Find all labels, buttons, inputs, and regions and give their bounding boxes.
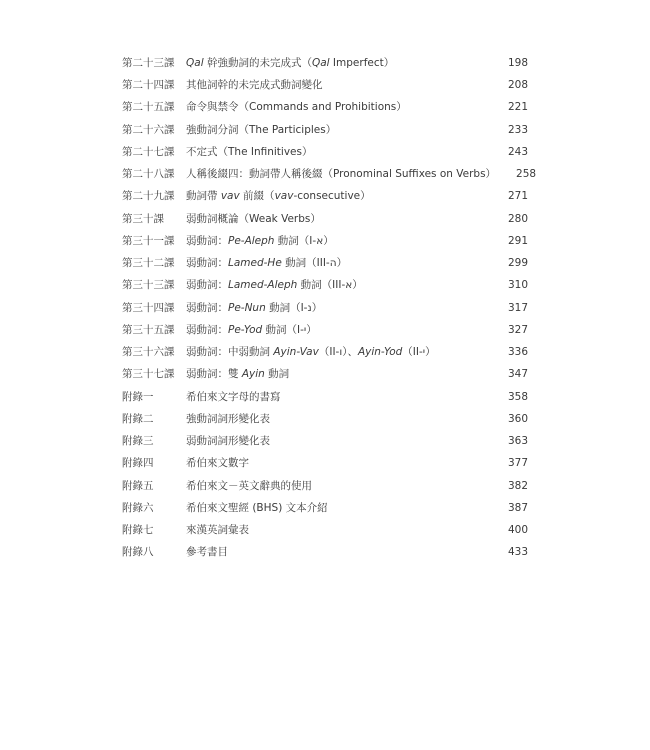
toc-entry-title	[186, 80, 488, 91]
toc-entry-title	[186, 147, 488, 158]
toc-entry-page: 363	[507, 435, 528, 448]
toc-entry-label: 第二十八課	[122, 168, 175, 181]
toc-title-segment: -consecutive）	[293, 190, 371, 203]
toc-title-segment: 動詞（I-נ）	[265, 301, 323, 314]
toc-entry	[122, 497, 528, 519]
toc-title-segment: 弱動詞：	[186, 301, 228, 314]
toc-entry-page: 387	[507, 501, 528, 514]
toc-entry-label: 第三十三課	[122, 279, 175, 292]
toc-entry-page: 208	[507, 79, 528, 92]
toc-title-segment: 參考書目	[186, 546, 228, 559]
toc-entry	[122, 519, 528, 541]
toc-entry-page: 310	[507, 279, 528, 292]
toc-title-segment: 其他詞幹的未完成式動詞變化	[186, 79, 323, 92]
toc-entry-label: 第二十五課	[122, 101, 175, 114]
toc-entry-page: 347	[507, 368, 528, 381]
toc-title-segment: 弱動詞：中弱動詞	[186, 346, 274, 359]
toc-entry-label: 第二十七課	[122, 145, 175, 158]
toc-entry	[122, 74, 528, 96]
toc-entry-label: 附錄二	[122, 412, 154, 425]
toc-title-segment: 動詞（III-ה）	[281, 257, 348, 270]
toc-title-segment: 希伯來文字母的書寫	[186, 390, 281, 403]
toc-entry	[122, 297, 528, 319]
toc-entry-title	[186, 214, 488, 225]
toc-entry-label: 第三十課	[122, 212, 164, 225]
toc-entry	[122, 141, 528, 163]
toc-title-segment: 弱動詞：	[186, 234, 228, 247]
toc-title-segment: 強動詞詞形變化表	[186, 412, 270, 425]
toc-entry	[122, 408, 528, 430]
toc-entry-title	[186, 102, 488, 113]
toc-title-segment: 弱動詞：	[186, 323, 228, 336]
toc-title-italic-segment: Pe-Nun	[228, 301, 266, 314]
toc-title-italic-segment: Lamed-He	[228, 257, 282, 270]
toc-entry-label: 附錄四	[122, 457, 154, 470]
toc-entry-label: 第二十四課	[122, 79, 175, 92]
toc-entry-label: 第三十六課	[122, 346, 175, 359]
toc-title-segment: 強動詞分詞（The Participles）	[186, 123, 337, 136]
toc-title-segment: 幹強動詞的未完成式（	[203, 56, 312, 69]
toc-entry-title	[186, 414, 488, 425]
toc-entry-label: 第三十二課	[122, 257, 175, 270]
toc-entry-label: 第二十九課	[122, 190, 175, 203]
toc-entry-label: 附錄八	[122, 546, 154, 559]
toc-entry-title	[186, 280, 488, 291]
toc-title-italic-segment: Qal	[186, 56, 204, 69]
toc-entry-page: 433	[507, 546, 528, 559]
toc-title-segment: 前綴（	[239, 190, 275, 203]
toc-entry-page: 243	[507, 145, 528, 158]
toc-title-segment: 希伯來文數字	[186, 457, 249, 470]
toc-entry-label: 第三十七課	[122, 368, 175, 381]
toc-title-segment: 弱動詞：雙	[186, 368, 242, 381]
toc-entry-label: 附錄三	[122, 435, 154, 448]
toc-entry-label: 附錄一	[122, 390, 154, 403]
toc-entry-title	[186, 436, 488, 447]
toc-entry-label: 第二十六課	[122, 123, 175, 136]
toc-entry-title	[186, 191, 488, 202]
toc-entry-title	[186, 258, 488, 269]
toc-entry	[122, 119, 528, 141]
toc-entry	[122, 341, 528, 363]
toc-entry	[122, 208, 528, 230]
toc-title-segment: 弱動詞詞形變化表	[186, 435, 270, 448]
toc-entry-title	[186, 325, 488, 336]
toc-entry	[122, 186, 528, 208]
toc-title-segment: 弱動詞概論（Weak Verbs）	[186, 212, 321, 225]
toc-entry	[122, 542, 528, 564]
toc-entry-title	[186, 458, 488, 469]
toc-entry	[122, 52, 528, 74]
toc-entry	[122, 230, 528, 252]
toc-entry-page: 400	[507, 524, 528, 537]
toc-title-italic-segment: Lamed-Aleph	[228, 279, 298, 292]
toc-entry-page: 327	[507, 323, 528, 336]
toc-entry-page: 198	[507, 56, 528, 69]
toc-entry-title	[186, 503, 488, 514]
toc-entry-page: 299	[507, 257, 528, 270]
toc-title-segment: 動詞帶	[186, 190, 221, 203]
toc-entry	[122, 252, 528, 274]
toc-title-italic-segment: vav	[220, 190, 240, 203]
toc-title-segment: 動詞（I-א）	[274, 234, 334, 247]
toc-entry-title	[186, 347, 488, 358]
toc-entry-page: 317	[507, 301, 528, 314]
toc-entry-title	[186, 236, 488, 247]
toc-title-italic-segment: vav	[274, 190, 294, 203]
toc-title-segment: 人稱後綴四：動詞帶人稱後綴（Pronominal Suffixes on Verbs）	[186, 168, 497, 181]
toc-entry	[122, 386, 528, 408]
toc-entry-title	[186, 369, 488, 380]
toc-title-segment: 希伯來文－英文辭典的使用	[186, 479, 312, 492]
toc-entry-title	[186, 481, 488, 492]
toc-entry-page: 291	[507, 234, 528, 247]
toc-entry-page: 358	[507, 390, 528, 403]
toc-title-italic-segment: Pe-Aleph	[228, 234, 275, 247]
toc-entry-page: 382	[507, 479, 528, 492]
toc-entry-title	[186, 392, 488, 403]
toc-entry-page: 360	[507, 412, 528, 425]
toc-entry	[122, 275, 528, 297]
toc-entry	[122, 475, 528, 497]
toc-title-segment: （II-י）	[402, 346, 436, 359]
toc-entry-title	[186, 525, 488, 536]
table-of-contents	[122, 52, 537, 564]
toc-entry-page: 377	[507, 457, 528, 470]
toc-title-segment: 動詞（I-י）	[262, 323, 317, 336]
toc-title-segment: 動詞	[264, 368, 290, 381]
toc-entry-page: 271	[507, 190, 528, 203]
toc-title-segment: （II-ו）、	[318, 346, 358, 359]
toc-title-segment: 弱動詞：	[186, 257, 228, 270]
toc-title-italic-segment: Pe-Yod	[228, 323, 263, 336]
toc-entry-title	[186, 58, 488, 69]
toc-entry-label: 附錄五	[122, 479, 154, 492]
toc-entry-label: 第三十四課	[122, 301, 175, 314]
toc-entry-label: 第三十一課	[122, 234, 175, 247]
toc-title-segment: Imperfect）	[329, 56, 395, 69]
toc-title-italic-segment: Ayin-Vav	[273, 346, 319, 359]
toc-entry-label: 附錄七	[122, 524, 154, 537]
toc-entry-label: 第二十三課	[122, 56, 175, 69]
toc-entry-page: 221	[507, 101, 528, 114]
toc-entry	[122, 364, 528, 386]
toc-entry-page: 280	[507, 212, 528, 225]
toc-entry	[122, 319, 528, 341]
toc-title-segment: 來漢英詞彙表	[186, 524, 249, 537]
toc-entry	[122, 453, 528, 475]
toc-title-segment: 動詞（III-א）	[297, 279, 363, 292]
toc-entry-label: 附錄六	[122, 501, 154, 514]
toc-entry	[122, 430, 528, 452]
toc-entry	[122, 163, 537, 185]
toc-title-segment: 不定式（The Infinitives）	[186, 145, 313, 158]
toc-title-italic-segment: Qal	[311, 56, 330, 69]
toc-entry-page: 336	[507, 346, 528, 359]
toc-entry-title	[186, 547, 488, 558]
toc-title-segment: 希伯來文聖經 (BHS) 文本介紹	[186, 501, 328, 514]
toc-title-italic-segment: Ayin-Yod	[357, 346, 403, 359]
toc-entry-title	[186, 125, 488, 136]
toc-title-segment: 弱動詞：	[186, 279, 228, 292]
toc-entry	[122, 97, 528, 119]
toc-entry-page: 233	[507, 123, 528, 136]
toc-entry-title	[186, 303, 488, 314]
toc-entry-title	[186, 169, 496, 180]
toc-title-italic-segment: Ayin	[241, 368, 265, 381]
toc-entry-page: 258	[516, 168, 537, 181]
toc-title-segment: 命令與禁令（Commands and Prohibitions）	[186, 101, 407, 114]
toc-entry-label: 第三十五課	[122, 323, 175, 336]
